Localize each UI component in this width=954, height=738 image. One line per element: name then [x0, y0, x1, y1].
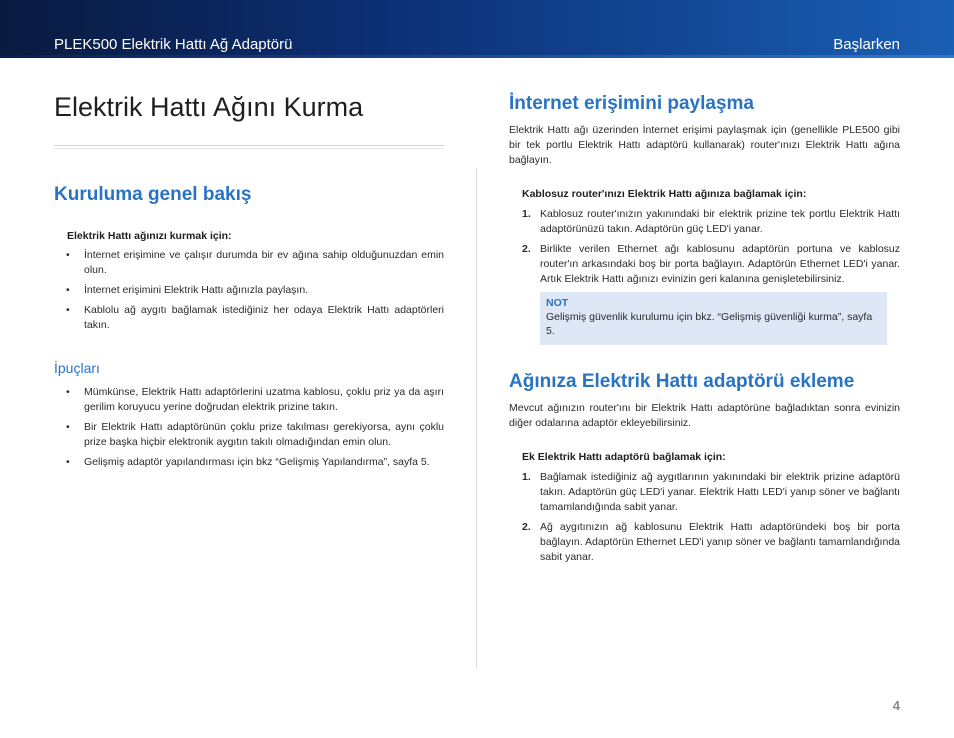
column-divider: [476, 168, 477, 668]
tips-heading: İpuçları: [54, 360, 100, 376]
page-number: 4: [892, 698, 900, 713]
add-adapter-heading: Ağınıza Elektrik Hattı adaptörü ekleme: [509, 371, 855, 392]
bullet-icon: •: [66, 284, 70, 296]
step-text: Kablosuz router'ınızın yakınındaki bir elektrik prizine tek portlu Elektrik Hattı adaptörünüzü takın. Adaptörün güç LED'i yanar.: [540, 208, 900, 235]
list-item: [54, 455, 444, 470]
step-text: Ağ aygıtınızın ağ kablosunu Elektrik Hattı adaptöründeki boş bir porta bağlayın. Adaptörün Ethernet LED'i yanıp söner ve bağlantı tamamlandığında sabit yanar.: [540, 521, 900, 563]
overview-subheading: Elektrik Hattı ağınızı kurmak için:: [67, 230, 232, 242]
list-item-text: İnternet erişimine ve çalışır durumda bir ev ağına sahip olduğunuzdan emin olun.: [84, 249, 444, 276]
step-item: [522, 207, 900, 237]
title-divider-secondary: [54, 148, 444, 149]
add-adapter-subheading: Ek Elektrik Hattı adaptörü bağlamak için:: [522, 451, 726, 463]
list-item: [54, 420, 444, 450]
share-intro: Elektrik Hattı ağı üzerinden İnternet erişimi paylaşmak için (genellikle PLE500 gibi bir tek portlu Elektrik Hattı adaptörü kullanarak) router'ınızı Elektrik Hattı ağına bağlayın.: [509, 124, 900, 166]
page-title: Elektrik Hattı Ağını Kurma: [54, 92, 364, 122]
list-item: [54, 283, 444, 298]
list-item-text: Gelişmiş adaptör yapılandırması için bkz “Gelişmiş Yapılandırma”, sayfa 5.: [84, 456, 430, 468]
share-heading: İnternet erişimini paylaşma: [509, 93, 754, 114]
page-header: [0, 0, 954, 58]
step-number: 2.: [522, 243, 531, 255]
list-item-text: Bir Elektrik Hattı adaptörünün çoklu prize takılması gerekiyorsa, aynı çoklu prize başka hiçbir elektronik aygıtın takılı olmadığından emin olun.: [84, 421, 444, 448]
list-item-text: İnternet erişimini Elektrik Hattı ağınızla paylaşın.: [84, 284, 309, 296]
step-item: [522, 470, 900, 515]
list-item: [54, 385, 444, 415]
overview-list: [54, 248, 444, 338]
step-number: 2.: [522, 521, 531, 533]
list-item-text: Mümkünse, Elektrik Hattı adaptörlerini uzatma kablosu, çoklu priz ya da aşırı gerilim koruyucu yerine doğrudan elektrik prizine takın.: [84, 386, 444, 413]
step-item: [522, 520, 900, 565]
share-subheading: Kablosuz router'ınızı Elektrik Hattı ağınıza bağlamak için:: [522, 188, 807, 200]
list-item: [54, 248, 444, 278]
add-adapter-steps: [522, 470, 900, 570]
step-number: 1.: [522, 471, 531, 483]
header-section-title: Başlarken: [833, 36, 900, 53]
title-divider: [54, 145, 444, 146]
step-text: Birlikte verilen Ethernet ağı kablosunu adaptörün portuna ve kablosuz router'ın arkasındaki boş bir porta bağlayın. Adaptörün Ethernet LED'i yanar. Artık Elektrik Hattı ağınızı evinizin geri kalanına genişletebilirsiniz.: [540, 243, 900, 285]
list-item-text: Kablolu ağ aygıtı bağlamak istediğiniz her odaya Elektrik Hattı adaptörleri takın.: [84, 304, 444, 331]
note-box: [540, 292, 887, 345]
overview-heading: Kuruluma genel bakış: [54, 184, 252, 205]
bullet-icon: •: [66, 386, 70, 398]
header-product-title: PLEK500 Elektrik Hattı Ağ Adaptörü: [54, 36, 293, 53]
bullet-icon: •: [66, 304, 70, 316]
bullet-icon: •: [66, 249, 70, 261]
bullet-icon: •: [66, 421, 70, 433]
step-item: [522, 242, 900, 287]
step-text: Bağlamak istediğiniz ağ aygıtlarının yakınındaki bir elektrik prizine adaptörü takın. Adaptörün güç LED'i yanar. Elektrik Hattı LED'i yanıp söner ve bağlantı tamamlandığında sabit yanar.: [540, 471, 900, 513]
note-title: NOT: [546, 297, 569, 309]
list-item: [54, 303, 444, 333]
tips-list: [54, 385, 444, 475]
share-steps: [522, 207, 900, 292]
add-adapter-intro: Mevcut ağınızın router'ını bir Elektrik Hattı adaptörüne bağladıktan sonra evinizin diğer odalarına adaptör ekleyebilirsiniz.: [509, 402, 900, 429]
note-body: Gelişmiş güvenlik kurulumu için bkz. “Gelişmiş güvenliği kurma”, sayfa 5.: [546, 311, 873, 337]
bullet-icon: •: [66, 456, 70, 468]
step-number: 1.: [522, 208, 531, 220]
